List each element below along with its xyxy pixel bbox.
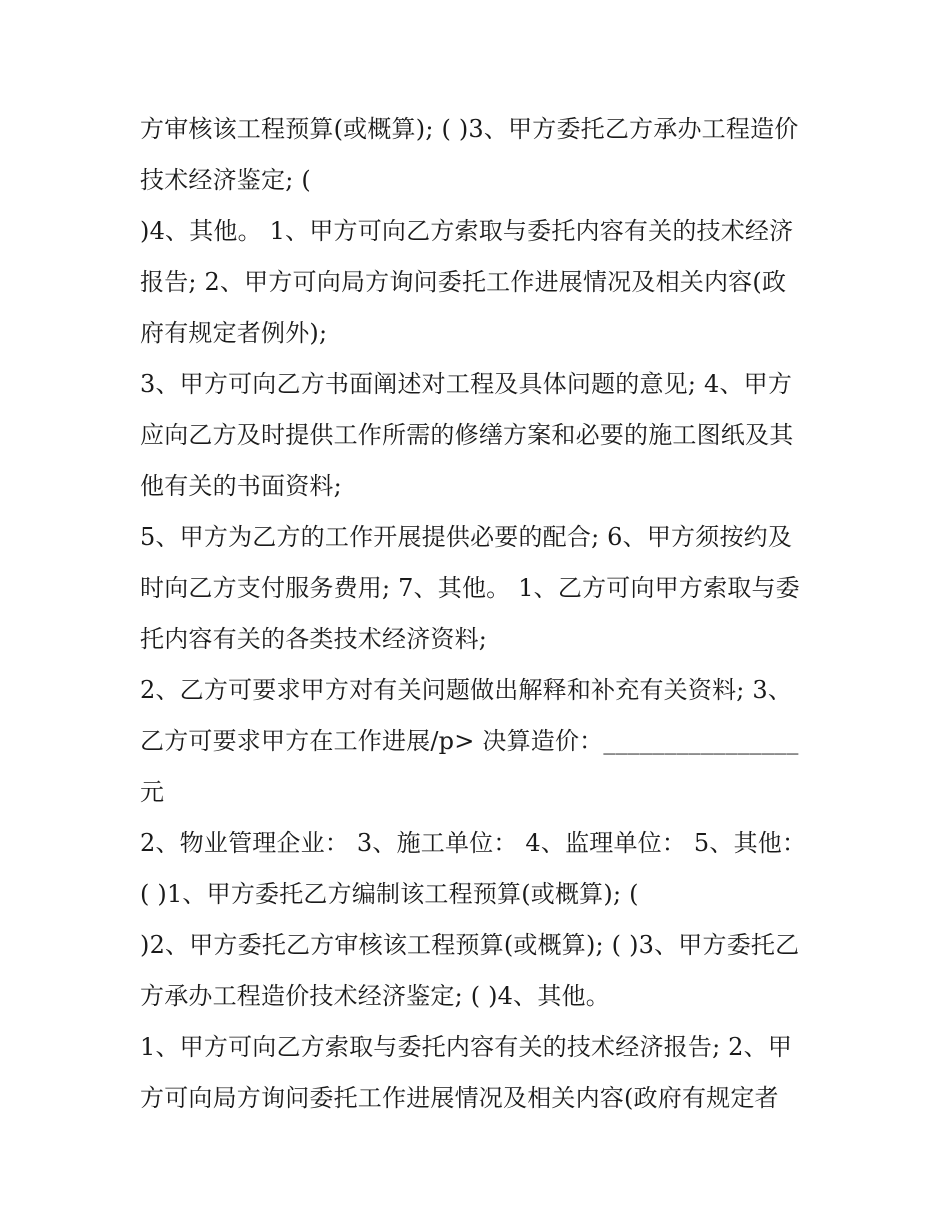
text-line: 元 xyxy=(140,778,165,806)
text-line: 方可向局方询问委托工作进展情况及相关内容(政府有规定者 xyxy=(140,1084,779,1112)
text-line: 方审核该工程预算(或概算); ( )3、甲方委托乙方承办工程造价 xyxy=(140,115,799,143)
text-line: 应向乙方及时提供工作所需的修缮方案和必要的施工图纸及其 xyxy=(140,421,794,449)
text-line: )2、甲方委托乙方审核该工程预算(或概算); ( )3、甲方委托乙 xyxy=(140,931,800,959)
text-line: 1、甲方可向乙方索取与委托内容有关的技术经济报告; 2、甲 xyxy=(140,1033,793,1061)
text-line: 报告; 2、甲方可向局方询问委托工作进展情况及相关内容(政 xyxy=(140,268,787,296)
text-line: 2、物业管理企业： 3、施工单位： 4、监理单位： 5、其他： xyxy=(140,829,807,857)
text-line: 方承办工程造价技术经济鉴定; ( )4、其他。 xyxy=(140,982,610,1010)
text-line: 府有规定者例外); xyxy=(140,319,328,347)
text-line: 5、甲方为乙方的工作开展提供必要的配合; 6、甲方须按约及 xyxy=(140,523,793,551)
text-line: 技术经济鉴定; ( xyxy=(140,166,311,194)
text-line: 托内容有关的各类技术经济资料; xyxy=(140,625,488,653)
text-line: ( )1、甲方委托乙方编制该工程预算(或概算); ( xyxy=(140,880,639,908)
text-line: 3、甲方可向乙方书面阐述对工程及具体问题的意见; 4、甲方 xyxy=(140,370,793,398)
document-body xyxy=(140,104,820,1124)
text-line: 他有关的书面资料; xyxy=(140,472,342,500)
text-line: 2、乙方可要求甲方对有关问题做出解释和补充有关资料; 3、 xyxy=(140,676,793,704)
text-line: 乙方可要求甲方在工作进展/p> 决算造价：________________ xyxy=(140,727,799,755)
text-line: 时向乙方支付服务费用; 7、其他。 1、乙方可向甲方索取与委 xyxy=(140,574,800,602)
text-line: )4、其他。 1、甲方可向乙方索取与委托内容有关的技术经济 xyxy=(140,217,794,245)
